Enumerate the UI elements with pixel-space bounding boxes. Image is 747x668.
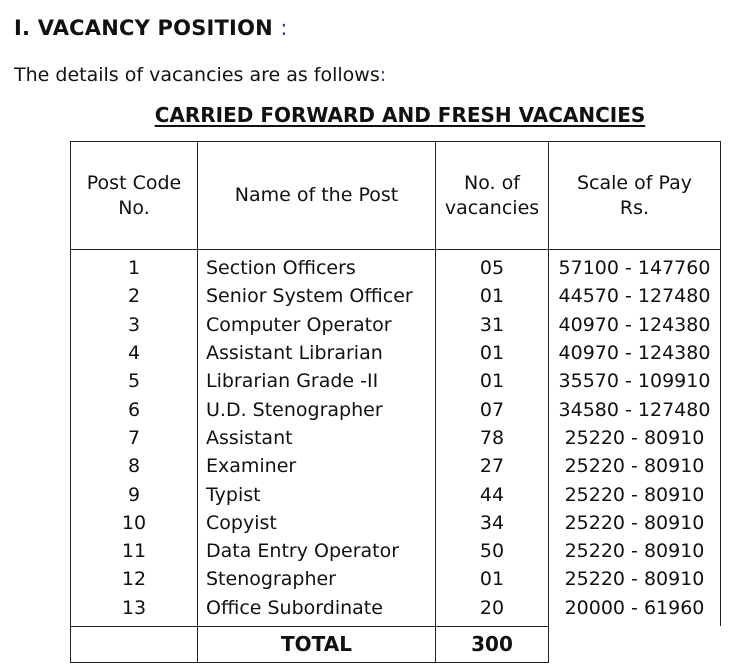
pay-scale-cell: 40970 - 124380 <box>549 339 721 367</box>
pay-scale-cell: 20000 - 61960 <box>549 594 721 627</box>
pay-scale-cell: 35570 - 109910 <box>549 367 721 395</box>
intro-colon: : <box>379 64 387 86</box>
post-code-cell: 6 <box>71 395 198 423</box>
post-code-cell: 10 <box>71 509 198 537</box>
pay-scale-cell: 44570 - 127480 <box>549 282 721 310</box>
post-name-cell: Assistant <box>198 424 436 452</box>
table-row <box>71 452 721 480</box>
table-row <box>71 565 721 593</box>
post-name-cell: Typist <box>198 480 436 508</box>
vacancies-cell: 07 <box>436 395 549 423</box>
vacancies-cell: 44 <box>436 480 549 508</box>
vacancies-cell: 01 <box>436 282 549 310</box>
vacancies-cell: 01 <box>436 367 549 395</box>
table-body <box>71 250 721 663</box>
vacancies-cell: 27 <box>436 452 549 480</box>
table-row <box>71 311 721 339</box>
header-pay-line1: Scale of Pay <box>576 171 692 194</box>
pay-scale-cell: 25220 - 80910 <box>549 424 721 452</box>
vacancies-cell: 31 <box>436 311 549 339</box>
post-code-cell: 7 <box>71 424 198 452</box>
post-code-cell: 5 <box>71 367 198 395</box>
post-name-cell: Section Officers <box>198 250 436 283</box>
post-code-cell: 9 <box>71 480 198 508</box>
table-row <box>71 594 721 627</box>
table-row <box>71 480 721 508</box>
vacancies-cell: 34 <box>436 509 549 537</box>
post-name-cell: Data Entry Operator <box>198 537 436 565</box>
pay-scale-cell: 25220 - 80910 <box>549 537 721 565</box>
header-post-name <box>198 142 436 250</box>
section-title: I. VACANCY POSITION <box>14 16 273 40</box>
table-subtitle: CARRIED FORWARD AND FRESH VACANCIES <box>154 103 646 127</box>
pay-scale-cell: 25220 - 80910 <box>549 480 721 508</box>
total-row <box>71 626 721 662</box>
intro-sentence: The details of vacancies are as follows <box>14 64 380 86</box>
post-code-cell: 2 <box>71 282 198 310</box>
section-heading <box>14 16 288 40</box>
header-post-name-text: Name of the Post <box>234 184 399 206</box>
vacancies-cell: 78 <box>436 424 549 452</box>
pay-scale-cell: 25220 - 80910 <box>549 452 721 480</box>
post-name-cell: Office Subordinate <box>198 594 436 627</box>
vacancies-cell: 05 <box>436 250 549 283</box>
total-label: TOTAL <box>198 626 436 662</box>
table-row <box>71 339 721 367</box>
vacancy-table <box>70 141 721 663</box>
pay-scale-cell: 57100 - 147760 <box>549 250 721 283</box>
table-row <box>71 395 721 423</box>
post-code-cell: 13 <box>71 594 198 627</box>
header-vacancies-line2: vacancies <box>444 196 540 219</box>
header-post-code <box>71 142 198 250</box>
pay-scale-cell: 40970 - 124380 <box>549 311 721 339</box>
table-row <box>71 509 721 537</box>
post-code-cell: 8 <box>71 452 198 480</box>
total-value: 300 <box>436 626 549 662</box>
header-post-code-line2: No. <box>118 196 150 219</box>
table-row <box>71 367 721 395</box>
table-header-row <box>71 142 721 250</box>
table-row <box>71 537 721 565</box>
post-name-cell: Librarian Grade -II <box>198 367 436 395</box>
post-code-cell: 12 <box>71 565 198 593</box>
vacancies-cell: 01 <box>436 565 549 593</box>
header-vacancies <box>436 142 549 250</box>
pay-scale-cell: 25220 - 80910 <box>549 565 721 593</box>
table-row <box>71 282 721 310</box>
post-name-cell: Stenographer <box>198 565 436 593</box>
header-vacancies-line1: No. of <box>464 171 520 194</box>
post-code-cell: 4 <box>71 339 198 367</box>
total-blank-cell <box>549 626 721 662</box>
post-code-cell: 3 <box>71 311 198 339</box>
post-code-cell: 1 <box>71 250 198 283</box>
header-pay-line2: Rs. <box>619 196 650 219</box>
intro-text <box>14 64 386 86</box>
table-row <box>71 250 721 283</box>
post-name-cell: U.D. Stenographer <box>198 395 436 423</box>
vacancies-cell: 20 <box>436 594 549 627</box>
header-scale-of-pay <box>549 142 721 250</box>
post-code-cell: 11 <box>71 537 198 565</box>
vacancies-cell: 01 <box>436 339 549 367</box>
pay-scale-cell: 25220 - 80910 <box>549 509 721 537</box>
post-name-cell: Copyist <box>198 509 436 537</box>
post-name-cell: Senior System Officer <box>198 282 436 310</box>
post-name-cell: Examiner <box>198 452 436 480</box>
post-name-cell: Computer Operator <box>198 311 436 339</box>
vacancies-cell: 50 <box>436 537 549 565</box>
pay-scale-cell: 34580 - 127480 <box>549 395 721 423</box>
post-name-cell: Assistant Librarian <box>198 339 436 367</box>
header-post-code-line1: Post Code <box>86 171 182 194</box>
total-empty-cell <box>71 626 198 662</box>
table-row <box>71 424 721 452</box>
heading-colon: : <box>280 16 288 40</box>
